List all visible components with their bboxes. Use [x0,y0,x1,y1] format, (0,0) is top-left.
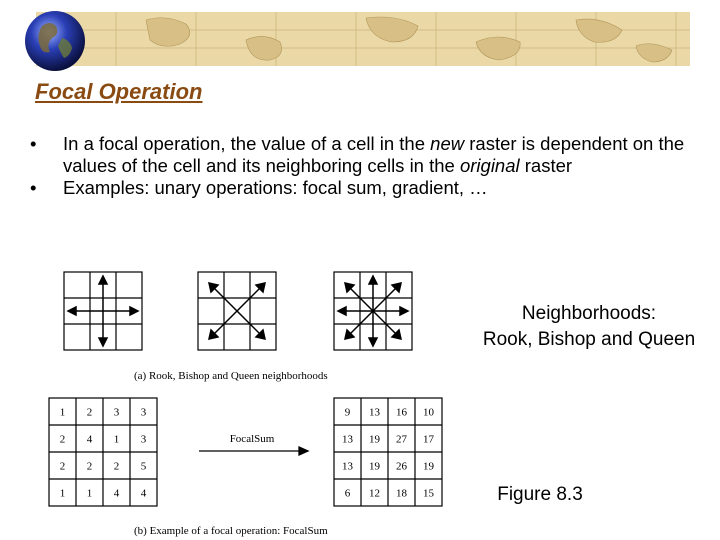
output-grid-cell: 26 [396,460,407,473]
input-grid-cell: 4 [86,433,93,446]
rook-arrows-icon [68,276,138,346]
operation-caption: (b) Example of a focal operation: FocalSum [134,525,328,537]
input-grid-cell: 3 [113,406,120,419]
output-grid-cell: 19 [423,460,434,473]
input-grid-cell: 3 [140,433,147,446]
bullet-text: raster [519,155,573,176]
input-grid-cell: 4 [140,487,147,500]
output-grid-cell: 17 [423,433,434,446]
output-grid-cell: 16 [396,406,407,419]
input-grid-cell: 1 [113,433,120,446]
output-grid-cell: 13 [342,460,353,473]
output-grid-cell: 19 [369,460,380,473]
output-grid-cell: 10 [423,406,434,419]
bullet-icon: • [30,177,37,198]
bullet-icon: • [30,133,37,154]
bullet-text: In a focal operation, the value of a cell in the [63,133,431,154]
input-grid-cell: 1 [59,406,66,419]
neighborhoods-label [460,301,718,353]
bullet-text: raster is dependent on the values of the cell and its neighboring cells in the [63,133,685,176]
input-grid-cell: 5 [140,460,147,473]
input-grid-cell: 1 [59,487,66,500]
input-grid-cell: 4 [113,487,120,500]
output-grid-cell: 9 [344,406,351,419]
slide-title: Focal Operation [35,79,203,104]
neighborhood-caption: (a) Rook, Bishop and Queen neighborhoods [134,370,328,382]
input-grid-cell: 2 [113,460,120,473]
bullet-emphasis: original [459,155,520,176]
bullet-emphasis: new [430,133,465,154]
output-grid-cell: 27 [396,433,407,446]
bullet-text: Examples: unary operations: focal sum, gradient, … [63,177,488,198]
output-grid-cell: 13 [342,433,353,446]
figure-label: Figure 8.3 [497,484,583,505]
input-grid-cell: 2 [86,460,93,473]
input-grid-cell: 3 [140,406,147,419]
neighborhoods-label-line: Neighborhoods: [521,303,657,324]
queen-arrows-icon [338,276,408,346]
neighborhoods-label-line: Rook, Bishop and Queen [482,329,696,350]
input-grid-cell: 2 [59,460,66,473]
focalsum-label: FocalSum [229,433,275,445]
right-arrow-icon [199,447,308,455]
bishop-arrows-icon [209,283,265,339]
output-grid-cell: 18 [396,487,407,500]
output-grid-cell: 19 [369,433,380,446]
output-grid-cell: 6 [344,487,351,500]
input-grid-cell: 1 [86,487,93,500]
input-grid-cell: 2 [59,433,66,446]
output-grid-cell: 12 [369,487,380,500]
input-grid-cell: 2 [86,406,93,419]
output-grid-cell: 13 [369,406,380,419]
output-grid-cell: 15 [423,487,434,500]
